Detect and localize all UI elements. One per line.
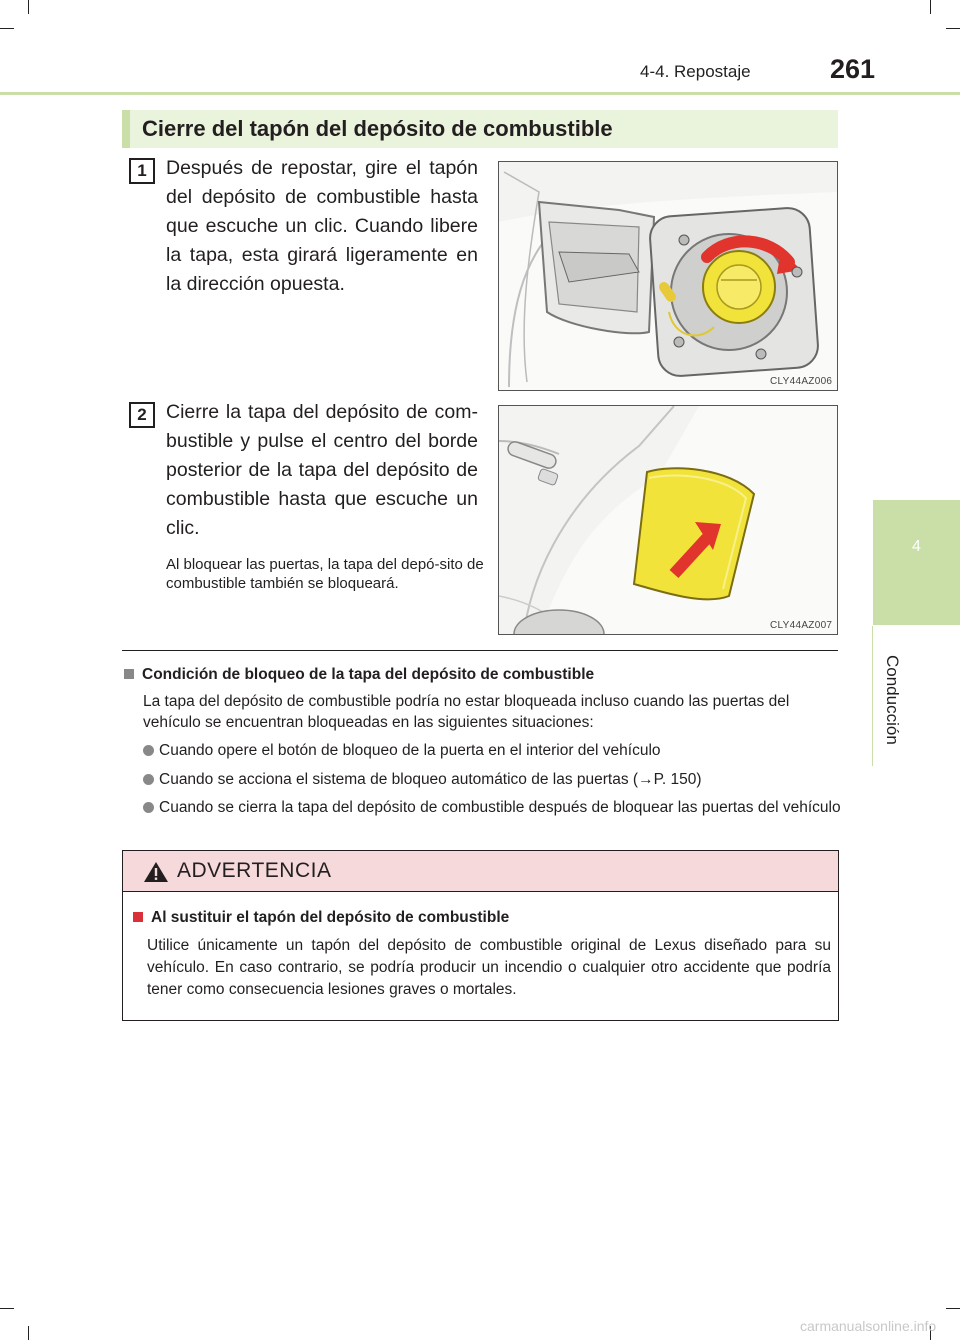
crop-mark (28, 0, 29, 14)
image-code: CLY44AZ007 (770, 620, 833, 631)
warning-title: ADVERTENCIA (177, 859, 332, 882)
info-bullet-1: Cuando opere el botón de bloqueo de la puerta en el interior del vehículo (159, 742, 661, 759)
step-number-1: 1 (129, 158, 155, 184)
chapter-label: Conducción (883, 655, 902, 745)
square-bullet-icon (133, 912, 143, 922)
header-rule (0, 92, 960, 95)
chapter-number: 4 (912, 538, 921, 555)
info-title: Condición de bloqueo de la tapa del depósito de combustible (124, 666, 594, 684)
warning-text: Utilice únicamente un tapón del depósito de combustible original de Lexus diseñado para su vehículo. En caso contrario, se podría producir un incendio o cualquier otro accidente que podría tener como consecuencia lesiones graves o mortales. (147, 937, 831, 998)
section-label: 4-4. Repostaje (640, 62, 751, 81)
crop-mark (946, 28, 960, 29)
page-number: 261 (830, 54, 876, 84)
image-code: CLY44AZ006 (770, 376, 833, 387)
step-2-note: Al bloquear las puertas, la tapa del depó-sito de combustible también se bloqueará. (166, 556, 484, 592)
crop-mark (946, 1308, 960, 1309)
bullet-icon (143, 745, 154, 756)
crop-mark (0, 1308, 14, 1309)
step-2-text: Cierre la tapa del depósito de com-bustible y pulse el centro del borde posterior de la tapa del depósito de combustible hasta que escuche un clic. (166, 401, 478, 539)
section-heading-accent (122, 110, 130, 148)
info-bullet-3: Cuando se cierra la tapa del depósito de combustible después de bloquear las puertas del vehículo (159, 799, 841, 816)
crop-mark (930, 0, 931, 14)
bullet-icon (143, 802, 154, 813)
warning-triangle-icon (143, 861, 169, 883)
bullet-icon (143, 774, 154, 785)
crop-mark (28, 1326, 29, 1340)
warning-header (123, 851, 838, 892)
info-bullet-2: Cuando se acciona el sistema de bloqueo automático de las puertas (→P. 150) (159, 771, 702, 788)
footer-watermark: carmanualsonline.info (800, 1318, 937, 1334)
fuel-cap-illustration (498, 161, 838, 391)
step-1-text: Después de repostar, gire el tapón del depósito de combustible hasta que escuche un clic. Cuando libere la tapa, esta girará ligeramente en la dirección opuesta. (166, 157, 478, 295)
info-intro: La tapa del depósito de combustible podría no estar bloqueada incluso cuando las puertas del vehículo se encuentran bloqueadas en las siguientes situaciones: (143, 693, 790, 731)
section-heading: Cierre del tapón del depósito de combustible (142, 116, 613, 141)
warning-subtitle: Al sustituir el tapón del depósito de combustible (133, 909, 509, 927)
crop-mark (0, 28, 14, 29)
square-bullet-icon (124, 669, 134, 679)
warning-box (122, 850, 839, 1021)
section-divider (122, 650, 838, 651)
chapter-tab[interactable] (873, 500, 960, 625)
step-number-2: 2 (129, 402, 155, 428)
fuel-door-illustration (498, 405, 838, 635)
